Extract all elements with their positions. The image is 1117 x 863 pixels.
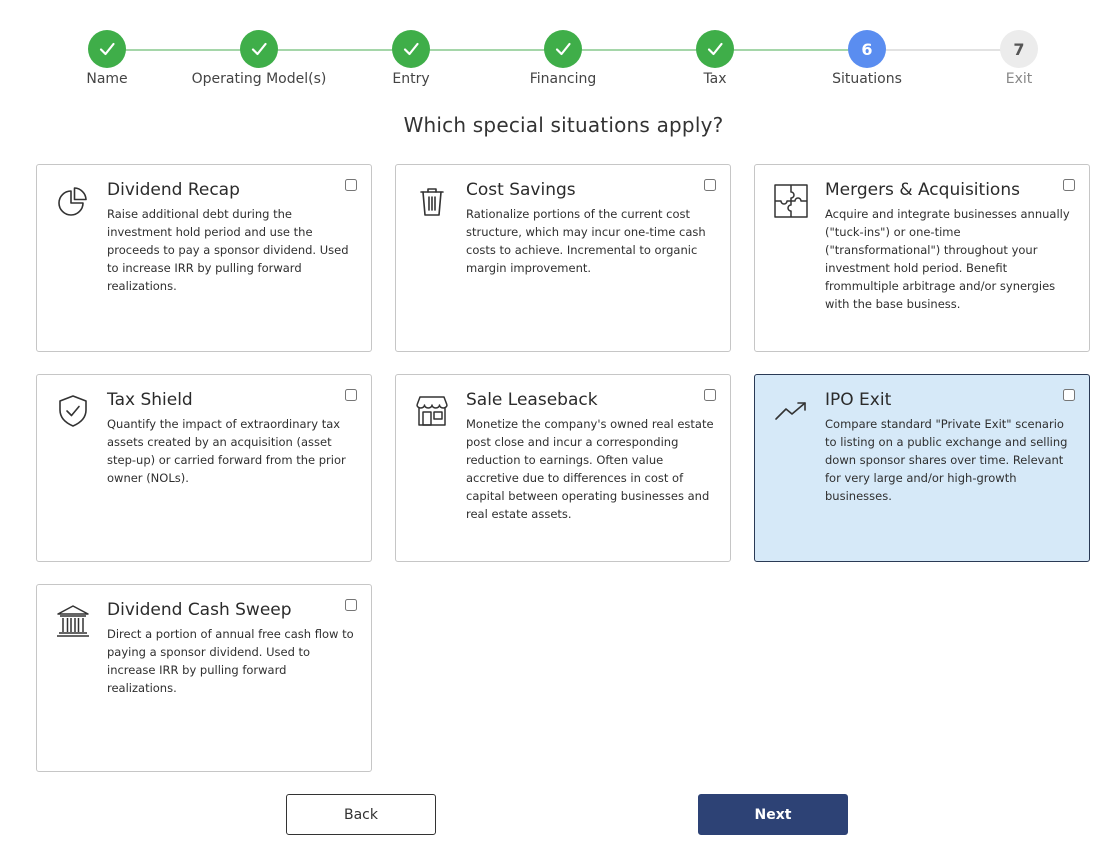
card-description: Raise additional debt during the investment hold period and use the proceeds to pay a sponsor dividend. Used to increase IRR by pulling forward realizations. (107, 207, 349, 293)
step-label: Situations (832, 71, 902, 87)
step-check-icon (696, 30, 734, 68)
step-check-icon (88, 30, 126, 68)
dividend-recap-checkbox[interactable] (345, 179, 357, 191)
card-title: Cost Savings (466, 180, 576, 200)
dividend-cash-sweep-checkbox[interactable] (345, 599, 357, 611)
cost-savings-checkbox[interactable] (704, 179, 716, 191)
step-situations[interactable] (797, 30, 937, 87)
page-title: Which special situations apply? (403, 113, 724, 137)
back-button[interactable]: Back (286, 794, 436, 835)
card-title: IPO Exit (825, 390, 892, 410)
step-label: Financing (529, 71, 597, 87)
step-label: Exit (1005, 71, 1033, 87)
next-button[interactable]: Next (698, 794, 848, 835)
step-operating-models[interactable] (189, 30, 329, 87)
ipo-exit-checkbox[interactable] (1063, 389, 1075, 401)
card-description: Acquire and integrate businesses annually ("tuck-ins") or one-time ("transformational") throughout your investment hold period. Benefit frommultiple arbitrage and/or synergies with the base business. (825, 207, 1070, 311)
step-tax[interactable] (645, 30, 785, 87)
card-title: Tax Shield (107, 390, 193, 410)
card-dividend-cash-sweep[interactable] (36, 584, 372, 772)
tax-shield-checkbox[interactable] (345, 389, 357, 401)
step-label: Tax (703, 71, 727, 87)
card-description: Direct a portion of annual free cash flow to paying a sponsor dividend. Used to increase IRR by pulling forward realizations. (107, 627, 354, 695)
pie-chart-icon (55, 183, 91, 219)
card-description: Compare standard "Private Exit" scenario to listing on a public exchange and selling down sponsor shares over time. Relevant for very large and/or high-growth businesses. (825, 417, 1068, 503)
card-title: Sale Leaseback (466, 390, 598, 410)
card-dividend-recap[interactable] (36, 164, 372, 352)
card-title: Dividend Recap (107, 180, 240, 200)
progress-stepper (0, 0, 1117, 100)
card-description: Rationalize portions of the current cost structure, which may incur one-time cash costs to achieve. Incremental to organic margin improvement. (466, 207, 706, 275)
bank-icon (55, 603, 91, 639)
sale-leaseback-checkbox[interactable] (704, 389, 716, 401)
step-check-icon (392, 30, 430, 68)
step-number-badge: 7 (1000, 30, 1038, 68)
step-check-icon (240, 30, 278, 68)
card-title: Mergers & Acquisitions (825, 180, 1020, 200)
mergers-acquisitions-checkbox[interactable] (1063, 179, 1075, 191)
card-ipo-exit[interactable] (754, 374, 1090, 562)
card-tax-shield[interactable] (36, 374, 372, 562)
step-number-badge: 6 (848, 30, 886, 68)
shield-check-icon (55, 393, 91, 429)
trash-icon (414, 183, 450, 219)
card-mergers-acquisitions[interactable] (754, 164, 1090, 352)
step-check-icon (544, 30, 582, 68)
card-sale-leaseback[interactable] (395, 374, 731, 562)
puzzle-icon (773, 183, 809, 219)
card-title: Dividend Cash Sweep (107, 600, 292, 620)
step-label: Entry (392, 71, 430, 87)
step-entry[interactable] (341, 30, 481, 87)
trending-up-icon (773, 393, 809, 429)
step-label: Operating Model(s) (191, 71, 327, 87)
card-description: Quantify the impact of extraordinary tax assets created by an acquisition (asset step-up) or carried forward from the prior owner (NOLs). (107, 417, 346, 485)
step-financing[interactable] (493, 30, 633, 87)
card-description: Monetize the company's owned real estate post close and incur a corresponding reduction to earnings. Often value accretive due to differences in cost of capital between operating businesses and real estate assets. (466, 417, 714, 521)
card-cost-savings[interactable] (395, 164, 731, 352)
storefront-icon (414, 393, 450, 429)
step-name[interactable] (37, 30, 177, 87)
step-exit[interactable] (949, 30, 1089, 87)
step-label: Name (86, 71, 128, 87)
